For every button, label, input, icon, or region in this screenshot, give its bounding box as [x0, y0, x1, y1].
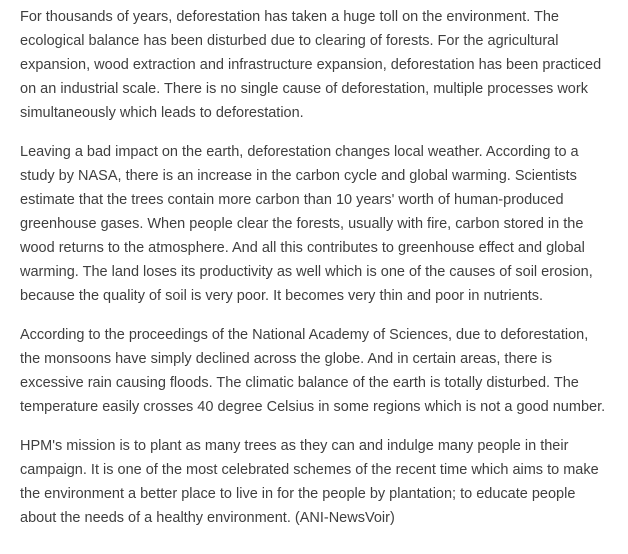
article-paragraph: According to the proceedings of the National Academy of Sciences, due to deforestation, the monsoons have simply declined across the globe. And in certain areas, there is excessive rain causing floods. The climatic balance of the earth is totally disturbed. The temperature easily crosses 40 degree Celsius in some regions which is not a good number.: [20, 327, 606, 415]
article-paragraph: HPM's mission is to plant as many trees as they can and indulge many people in their campaign. It is one of the most celebrated schemes of the recent time which aims to make the environment a better place to live in for the people by plantation; to educate people about the needs of a healthy environment. (ANI-NewsVoir): [20, 438, 599, 526]
article-paragraph: Leaving a bad impact on the earth, deforestation changes local weather. According to a study by NASA, there is an increase in the carbon cycle and global warming. Scientists estimate that the trees contain more carbon than 10 years' worth of human-produced greenhouse gases. When people clear the forests, usually with fire, carbon stored in the wood returns to the atmosphere. And all this contributes to greenhouse effect and global warming. The land loses its productivity as well which is one of the causes of soil erosion, because the quality of soil is very poor. It becomes very thin and poor in nutrients.: [20, 144, 593, 304]
article-paragraph: For thousands of years, deforestation has taken a huge toll on the environment. The ecological balance has been disturbed due to clearing of forests. For the agricultural expansion, wood extraction and infrastructure expansion, deforestation has been practiced on an industrial scale. There is no single cause of deforestation, multiple processes work simultaneously which leads to deforestation.: [20, 9, 602, 121]
